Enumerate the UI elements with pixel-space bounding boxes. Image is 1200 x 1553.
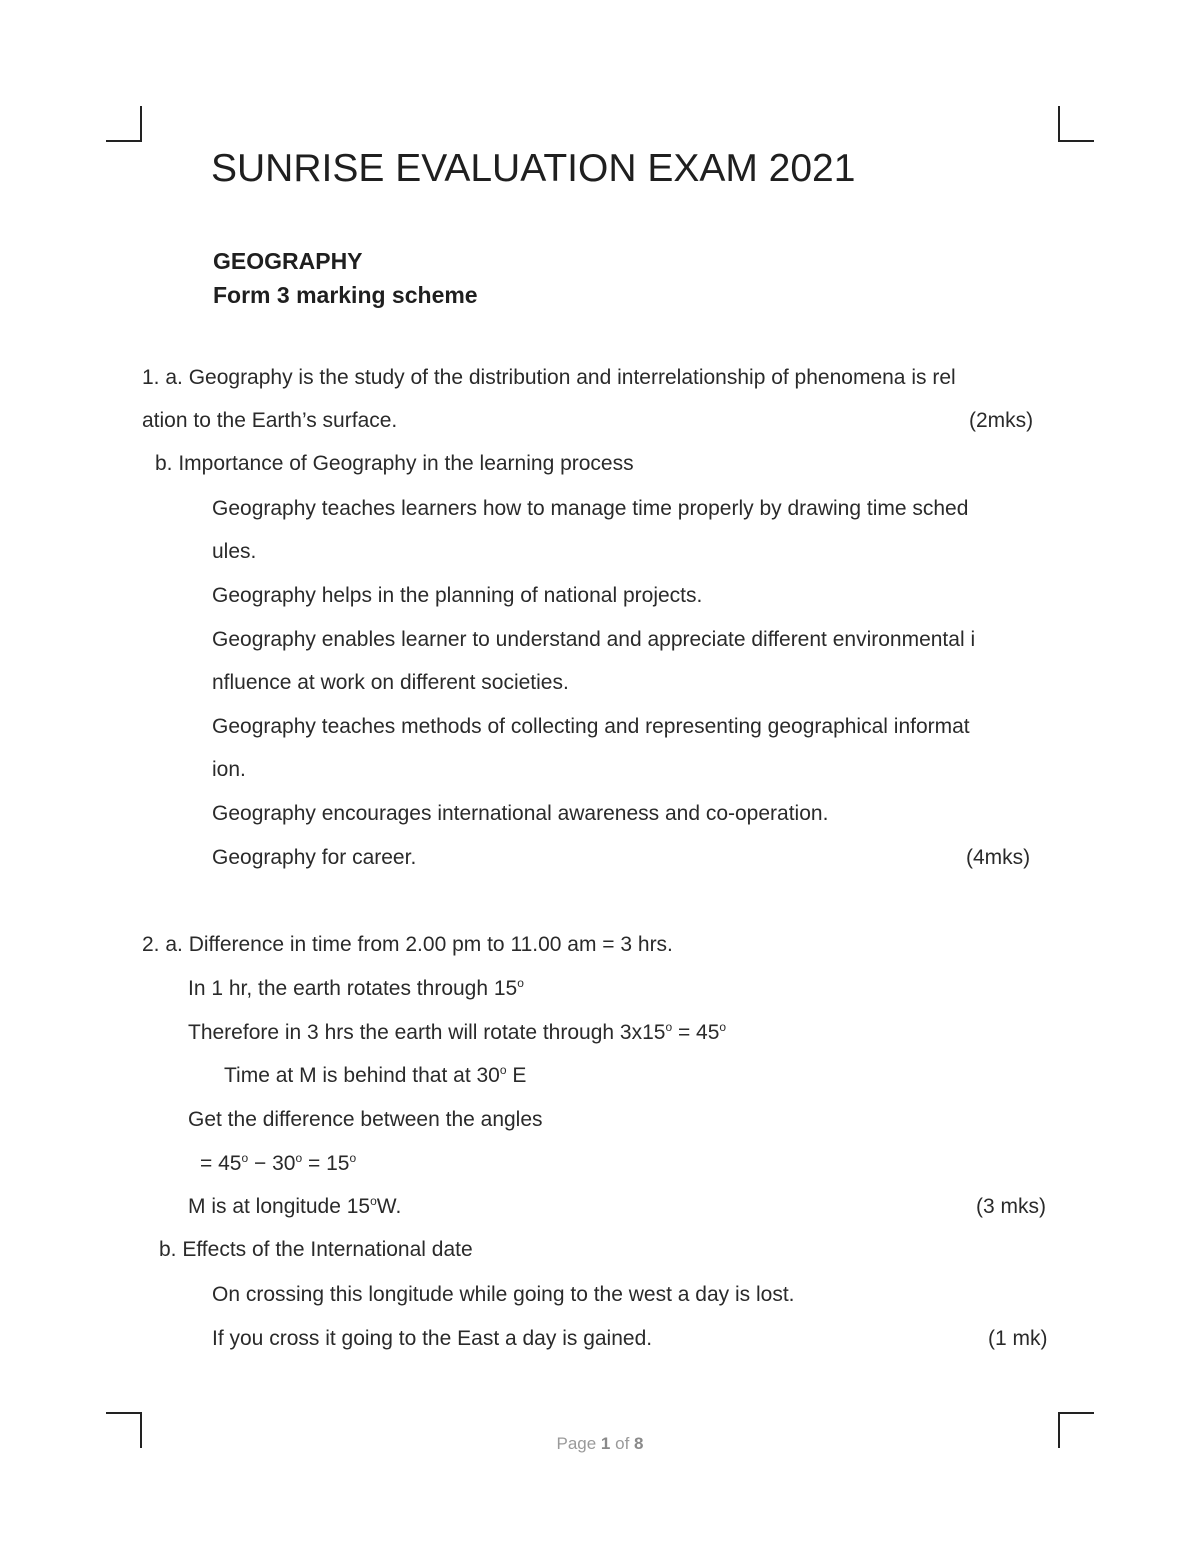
q2-diff-heading: Get the difference between the angles <box>188 1108 543 1131</box>
q2-rotate-1hr: In 1 hr, the earth rotates through 15$^o$ <box>188 976 524 1000</box>
q1-b-point: Geography enables learner to understand and appreciate different environmental i <box>212 628 976 651</box>
page-total: 8 <box>634 1434 644 1453</box>
degree-symbol: o <box>499 1063 507 1077</box>
degree-symbol: o <box>665 1020 673 1034</box>
q1-b-heading: b. Importance of Geography in the learning process <box>155 452 634 475</box>
subtitle-heading: Form 3 marking scheme <box>213 282 478 308</box>
page-number: 1 <box>600 1434 611 1453</box>
page-indicator: Page 1 of 8 <box>556 1434 644 1453</box>
degree-symbol: o <box>295 1151 303 1165</box>
degree-symbol: o <box>241 1151 249 1165</box>
q1-b-point: ules. <box>212 540 257 563</box>
q2-b-point: On crossing this longitude while going to the west a day is lost. <box>212 1283 795 1306</box>
q1-b-point: Geography for career. <box>212 846 417 869</box>
q2-b-point: If you cross it going to the East a day is gained. <box>212 1327 653 1350</box>
q1-b-point: Geography teaches learners how to manage time properly by drawing time sched <box>212 497 969 520</box>
q1-b-point: nfluence at work on different societies. <box>212 671 569 694</box>
q2-a-marks: (3 mks) <box>976 1195 1046 1218</box>
q2-longitude: M is at longitude 15$^o$W. <box>188 1194 402 1218</box>
q2-diff-calc: = $45^o - 30^o = 15^o$ <box>200 1151 357 1175</box>
q2-a-line1: 2. a. Difference in time from 2.00 pm to 11.00 am = 3 hrs. <box>142 933 673 956</box>
q1-a-marks: (2mks) <box>969 409 1034 432</box>
degree-symbol: o <box>370 1194 377 1208</box>
degree-symbol: o <box>517 976 524 990</box>
q2-b-marks: (1 mk) <box>988 1327 1048 1350</box>
q1-a-line1: 1. a. Geography is the study of the distribution and interrelationship of phenomena is rel <box>142 366 956 389</box>
q1-b-marks: (4mks) <box>966 846 1031 869</box>
q1-b-point: Geography encourages international awareness and co-operation. <box>212 802 829 825</box>
q2-rotate-3hrs: Therefore in 3 hrs the earth will rotate through $3x15^o = 45^o$ <box>188 1020 727 1044</box>
crop-mark-top-left <box>106 106 142 142</box>
q1-b-point: Geography teaches methods of collecting and representing geographical informat <box>212 715 970 738</box>
page-title: SUNRISE EVALUATION EXAM 2021 <box>211 147 856 190</box>
q2-b-heading: b. Effects of the International date <box>159 1238 473 1261</box>
q1-b-point: ion. <box>212 758 246 781</box>
q1-b-point: Geography helps in the planning of national projects. <box>212 584 703 607</box>
crop-mark-top-right <box>1058 106 1094 142</box>
q1-a-line2: ation to the Earth’s surface. <box>142 409 398 432</box>
subject-heading: GEOGRAPHY <box>213 248 363 274</box>
degree-symbol: o <box>719 1020 727 1034</box>
degree-symbol: o <box>349 1151 357 1165</box>
q2-time-behind: Time at M is behind that at 30$^o$ E <box>224 1063 527 1087</box>
